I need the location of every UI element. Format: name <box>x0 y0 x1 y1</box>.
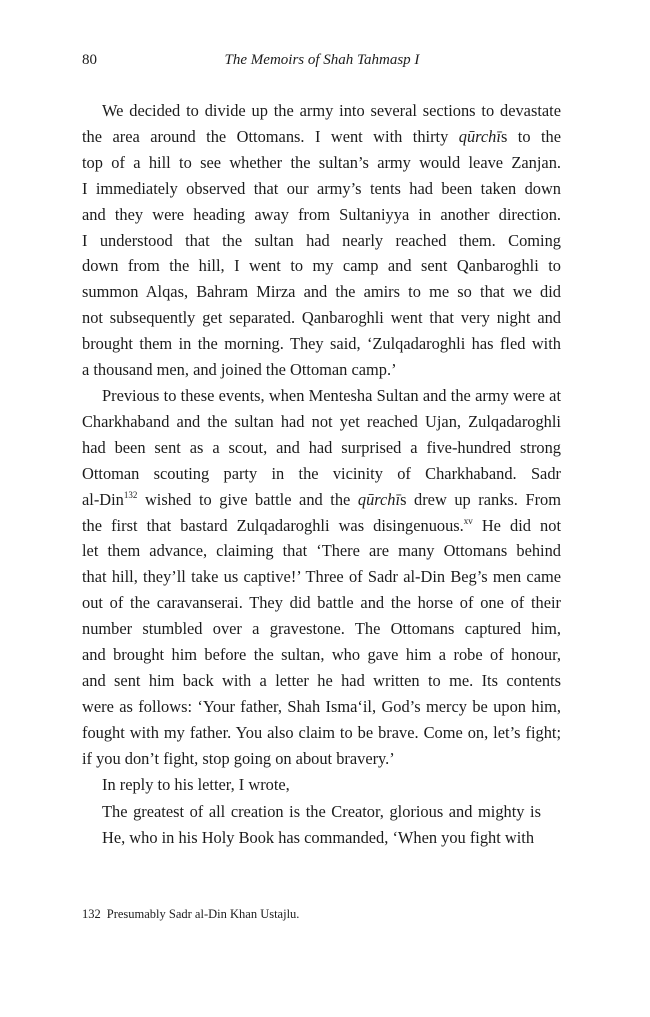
text-run: We decided to divide up the army into several sections to devastate <box>102 101 561 120</box>
text-run: let them advance, claiming that ‘There are many Ottomans behind <box>82 541 561 561</box>
text-line <box>82 461 561 487</box>
text-run: al-Din <box>82 489 124 509</box>
text-run: a thousand men, and joined the Ottoman camp.’ <box>82 360 397 380</box>
text-run: Ottoman scouting party in the vicinity of Charkhaband. Sadr <box>82 463 561 483</box>
text-line <box>82 305 561 331</box>
text-run: and sent him back with a letter he had written to me. Its contents <box>82 670 561 690</box>
text-line <box>82 383 561 409</box>
page-number: 80 <box>82 52 97 68</box>
paragraph-3 <box>82 772 561 798</box>
text-line <box>82 98 561 124</box>
italic-term: qūrchī <box>458 126 501 146</box>
text-line <box>82 150 561 176</box>
text-run: summon Alqas, Bahram Mirza and the amirs to me so that we did <box>82 282 561 302</box>
text-run: fought with my father. You also claim to be brave. Come on, let’s fight; <box>82 722 561 742</box>
text-run: s to the <box>500 126 561 146</box>
text-run: and brought him before the sultan, who gave him a robe of honour, <box>82 645 561 665</box>
text-line <box>82 668 561 694</box>
text-line <box>82 124 561 150</box>
text-run: out of the caravanserai. They did battle and the horse of one of their <box>82 593 561 613</box>
text-line <box>82 642 561 668</box>
paragraph-1 <box>82 98 561 383</box>
text-line <box>82 487 561 513</box>
text-line <box>82 357 561 383</box>
text-run: that hill, they’ll take us captive!’ Three of Sadr al-Din Beg’s men came <box>82 567 561 587</box>
paragraph-2 <box>82 383 561 772</box>
text-run: Charkhaband and the sultan had not yet reached Ujan, Zulqadaroghli <box>82 411 561 431</box>
block-quote <box>102 799 541 851</box>
text-run: The greatest of all creation is the Creator, glorious and mighty is <box>102 802 541 821</box>
text-line <box>82 616 561 642</box>
text-line <box>82 253 561 279</box>
text-line <box>82 590 561 616</box>
text-line <box>82 279 561 305</box>
main-text <box>82 98 561 797</box>
text-run: I immediately observed that our army’s tents had been taken down <box>82 178 561 198</box>
text-run: had been sent as a scout, and had surprised a five-hundred strong <box>82 437 561 457</box>
text-run: s drew up ranks. From <box>400 489 561 509</box>
text-line <box>82 513 561 539</box>
italic-term: qūrchī <box>357 489 401 509</box>
text-run: top of a hill to see whether the sultan’s army would leave Zanjan. <box>82 152 561 172</box>
text-run: I understood that the sultan had nearly reached them. Coming <box>82 230 561 250</box>
text-line <box>82 409 561 435</box>
note-reference: 132 <box>123 489 138 500</box>
text-line <box>82 694 561 720</box>
text-run: and they were heading away from Sultaniyya in another direction. <box>82 204 561 224</box>
text-run: down from the hill, I went to my camp and sent Qanbaroghli to <box>82 256 561 276</box>
text-run: He, who in his Holy Book has commanded, ‘When you fight with <box>102 827 535 847</box>
text-line <box>82 564 561 590</box>
text-line <box>82 176 561 202</box>
running-title: The Memoirs of Shah Tahmasp I <box>224 52 420 68</box>
text-line <box>82 720 561 746</box>
text-line <box>82 202 561 228</box>
text-run: wished to give battle and the <box>137 489 358 509</box>
text-run: were as follows: ‘Your father, Shah Isma‘il, God’s mercy be upon him, <box>82 696 561 716</box>
text-line <box>82 746 561 772</box>
text-run: Previous to these events, when Mentesha Sultan and the army were at <box>102 385 561 405</box>
text-run: not subsequently get separated. Qanbaroghli went that very night and <box>82 308 561 328</box>
text-line <box>82 538 561 564</box>
text-run: if you don’t fight, stop going on about bravery.’ <box>82 748 395 768</box>
footnote <box>82 907 299 922</box>
note-reference: xv <box>463 515 473 526</box>
footnote-text: Presumably Sadr al-Din Khan Ustajlu. <box>106 907 300 921</box>
text-run: brought them in the morning. They said, ‘Zulqadaroghli has fled with <box>82 334 561 354</box>
paragraph-3-line: In reply to his letter, I wrote, <box>102 774 290 794</box>
text-run: He did not <box>472 515 562 535</box>
text-run: the first that bastard Zulqadaroghli was disingenuous. <box>82 515 464 535</box>
text-line <box>102 825 541 851</box>
footnote-number: 132 <box>82 907 101 921</box>
text-line <box>102 799 541 825</box>
page-header <box>82 52 562 74</box>
text-line <box>82 331 561 357</box>
text-line <box>82 228 561 254</box>
text-run: number stumbled over a gravestone. The Ottomans captured him, <box>82 619 561 639</box>
text-run: the area around the Ottomans. I went with thirty <box>82 126 459 146</box>
text-line <box>82 435 561 461</box>
